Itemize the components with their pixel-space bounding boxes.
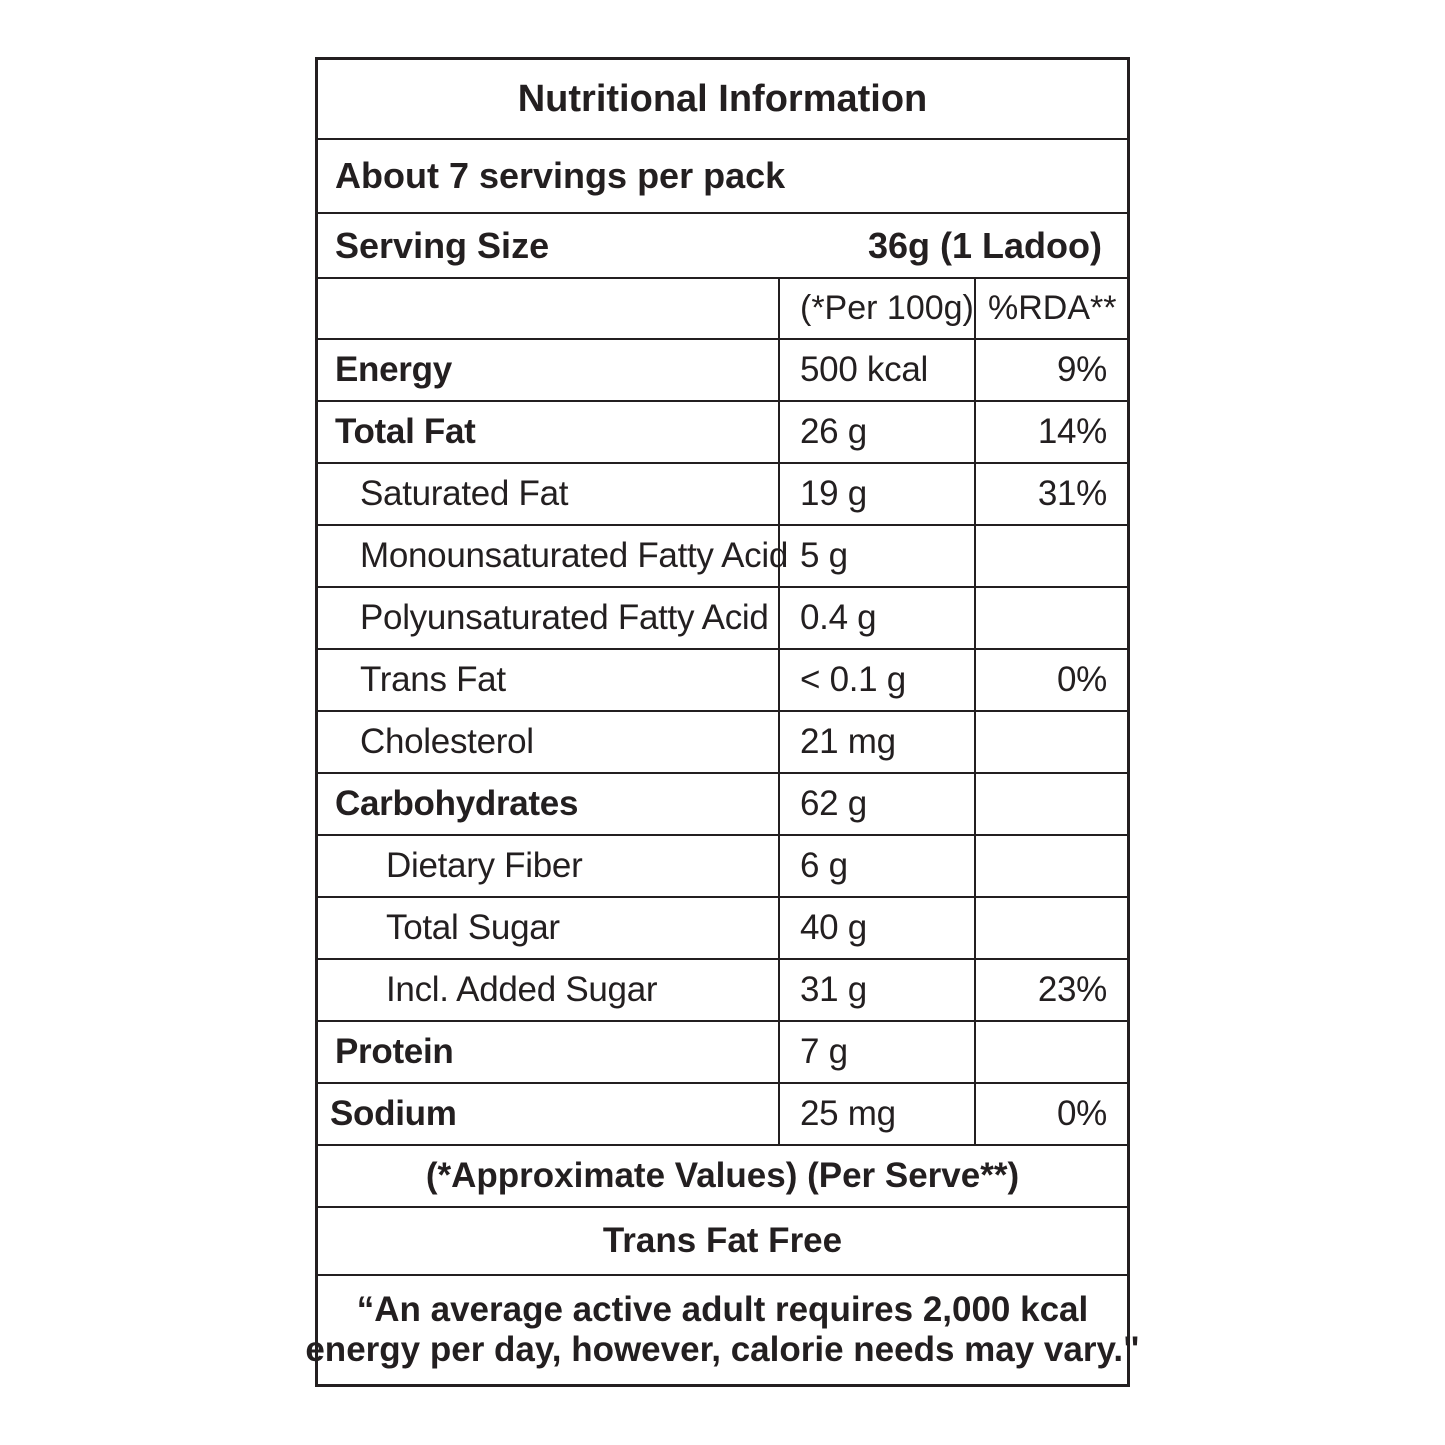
nutrient-value: 500 kcal: [780, 340, 976, 400]
nutrient-name: Total Sugar: [318, 898, 780, 958]
nutrient-value: 21 mg: [780, 712, 976, 772]
nutrient-rda: 31%: [1037, 474, 1107, 513]
nutrient-value: < 0.1 g: [780, 650, 976, 710]
nutrient-rda: 14%: [1037, 412, 1107, 451]
nutrient-value: 40 g: [780, 898, 976, 958]
nutrient-name: Trans Fat: [318, 650, 780, 710]
nutrient-row-total-sugar: [318, 898, 1127, 960]
nutrient-value: 31 g: [780, 960, 976, 1020]
nutrient-name: Dietary Fiber: [318, 836, 780, 896]
nutrient-rda: 9%: [1057, 350, 1107, 389]
nutrient-value: 62 g: [780, 774, 976, 834]
nutrient-value: 5 g: [780, 526, 976, 586]
nutrient-rda: 23%: [1037, 970, 1107, 1009]
nutrient-value: 6 g: [780, 836, 976, 896]
column-header-per100: (*Per 100g): [780, 279, 976, 338]
nutrient-value: 25 mg: [780, 1084, 976, 1144]
label-title: Nutritional Information: [517, 77, 928, 120]
serving-size-row: [318, 214, 1127, 279]
nutrient-rda: [976, 588, 1127, 648]
nutrient-row-pufa: [318, 588, 1127, 650]
serving-size-value: 36g (1 Ladoo): [868, 224, 1103, 266]
energy-advisory: [305, 1276, 1140, 1384]
nutrient-rda: [976, 526, 1127, 586]
trans-fat-free-row: [318, 1208, 1127, 1276]
servings-per-pack: About 7 servings per pack: [335, 155, 786, 196]
nutrient-row-protein: [318, 1022, 1127, 1084]
trans-fat-free-claim: Trans Fat Free: [602, 1221, 843, 1260]
column-header-row: [318, 279, 1127, 340]
nutrient-value: 26 g: [780, 402, 976, 462]
nutrient-rda: [976, 774, 1127, 834]
nutrient-rda: [976, 1022, 1127, 1082]
nutrient-row-carbohydrates: [318, 774, 1127, 836]
nutrient-rda: 0%: [1057, 1094, 1107, 1133]
nutrition-label: [305, 57, 1140, 1387]
nutrient-name: Sodium: [318, 1084, 780, 1144]
footnote-row: [318, 1146, 1127, 1208]
column-header-rda: %RDA**: [988, 289, 1117, 327]
nutrient-row-total-fat: [318, 402, 1127, 464]
advisory-row: [305, 1276, 1140, 1384]
nutrient-row-mufa: [318, 526, 1127, 588]
nutrient-row-energy: [318, 340, 1127, 402]
nutrient-row-saturated-fat: [318, 464, 1127, 526]
serving-size-label: Serving Size: [335, 224, 550, 266]
nutrient-rda: [976, 712, 1127, 772]
advisory-line-1: “An average active adult requires 2,000 kcal: [356, 1290, 1089, 1329]
nutrient-rda: [976, 898, 1127, 958]
nutrient-rda: 0%: [1057, 660, 1107, 699]
nutrient-name: Carbohydrates: [318, 774, 780, 834]
title-row: [318, 60, 1127, 140]
nutrient-name: Monounsaturated Fatty Acid: [318, 526, 780, 586]
column-header-empty: [318, 279, 780, 338]
nutrient-value: 7 g: [780, 1022, 976, 1082]
nutrient-name: Energy: [318, 340, 780, 400]
nutrient-name: Saturated Fat: [318, 464, 780, 524]
servings-row: [318, 140, 1127, 214]
nutrient-row-trans-fat: [318, 650, 1127, 712]
nutrient-row-added-sugar: [318, 960, 1127, 1022]
nutrient-row-cholesterol: [318, 712, 1127, 774]
footnote-values: (*Approximate Values) (Per Serve**): [425, 1156, 1020, 1195]
nutrient-name: Incl. Added Sugar: [318, 960, 780, 1020]
nutrient-rda: [976, 836, 1127, 896]
nutrient-row-dietary-fiber: [318, 836, 1127, 898]
nutrient-name: Cholesterol: [318, 712, 780, 772]
nutrient-name: Total Fat: [318, 402, 780, 462]
nutrient-name: Polyunsaturated Fatty Acid: [318, 588, 780, 648]
nutrient-value: 19 g: [780, 464, 976, 524]
nutrient-value: 0.4 g: [780, 588, 976, 648]
nutrient-name: Protein: [318, 1022, 780, 1082]
advisory-line-2: energy per day, however, calorie needs may vary.": [305, 1330, 1140, 1369]
nutrient-row-sodium: [318, 1084, 1127, 1146]
